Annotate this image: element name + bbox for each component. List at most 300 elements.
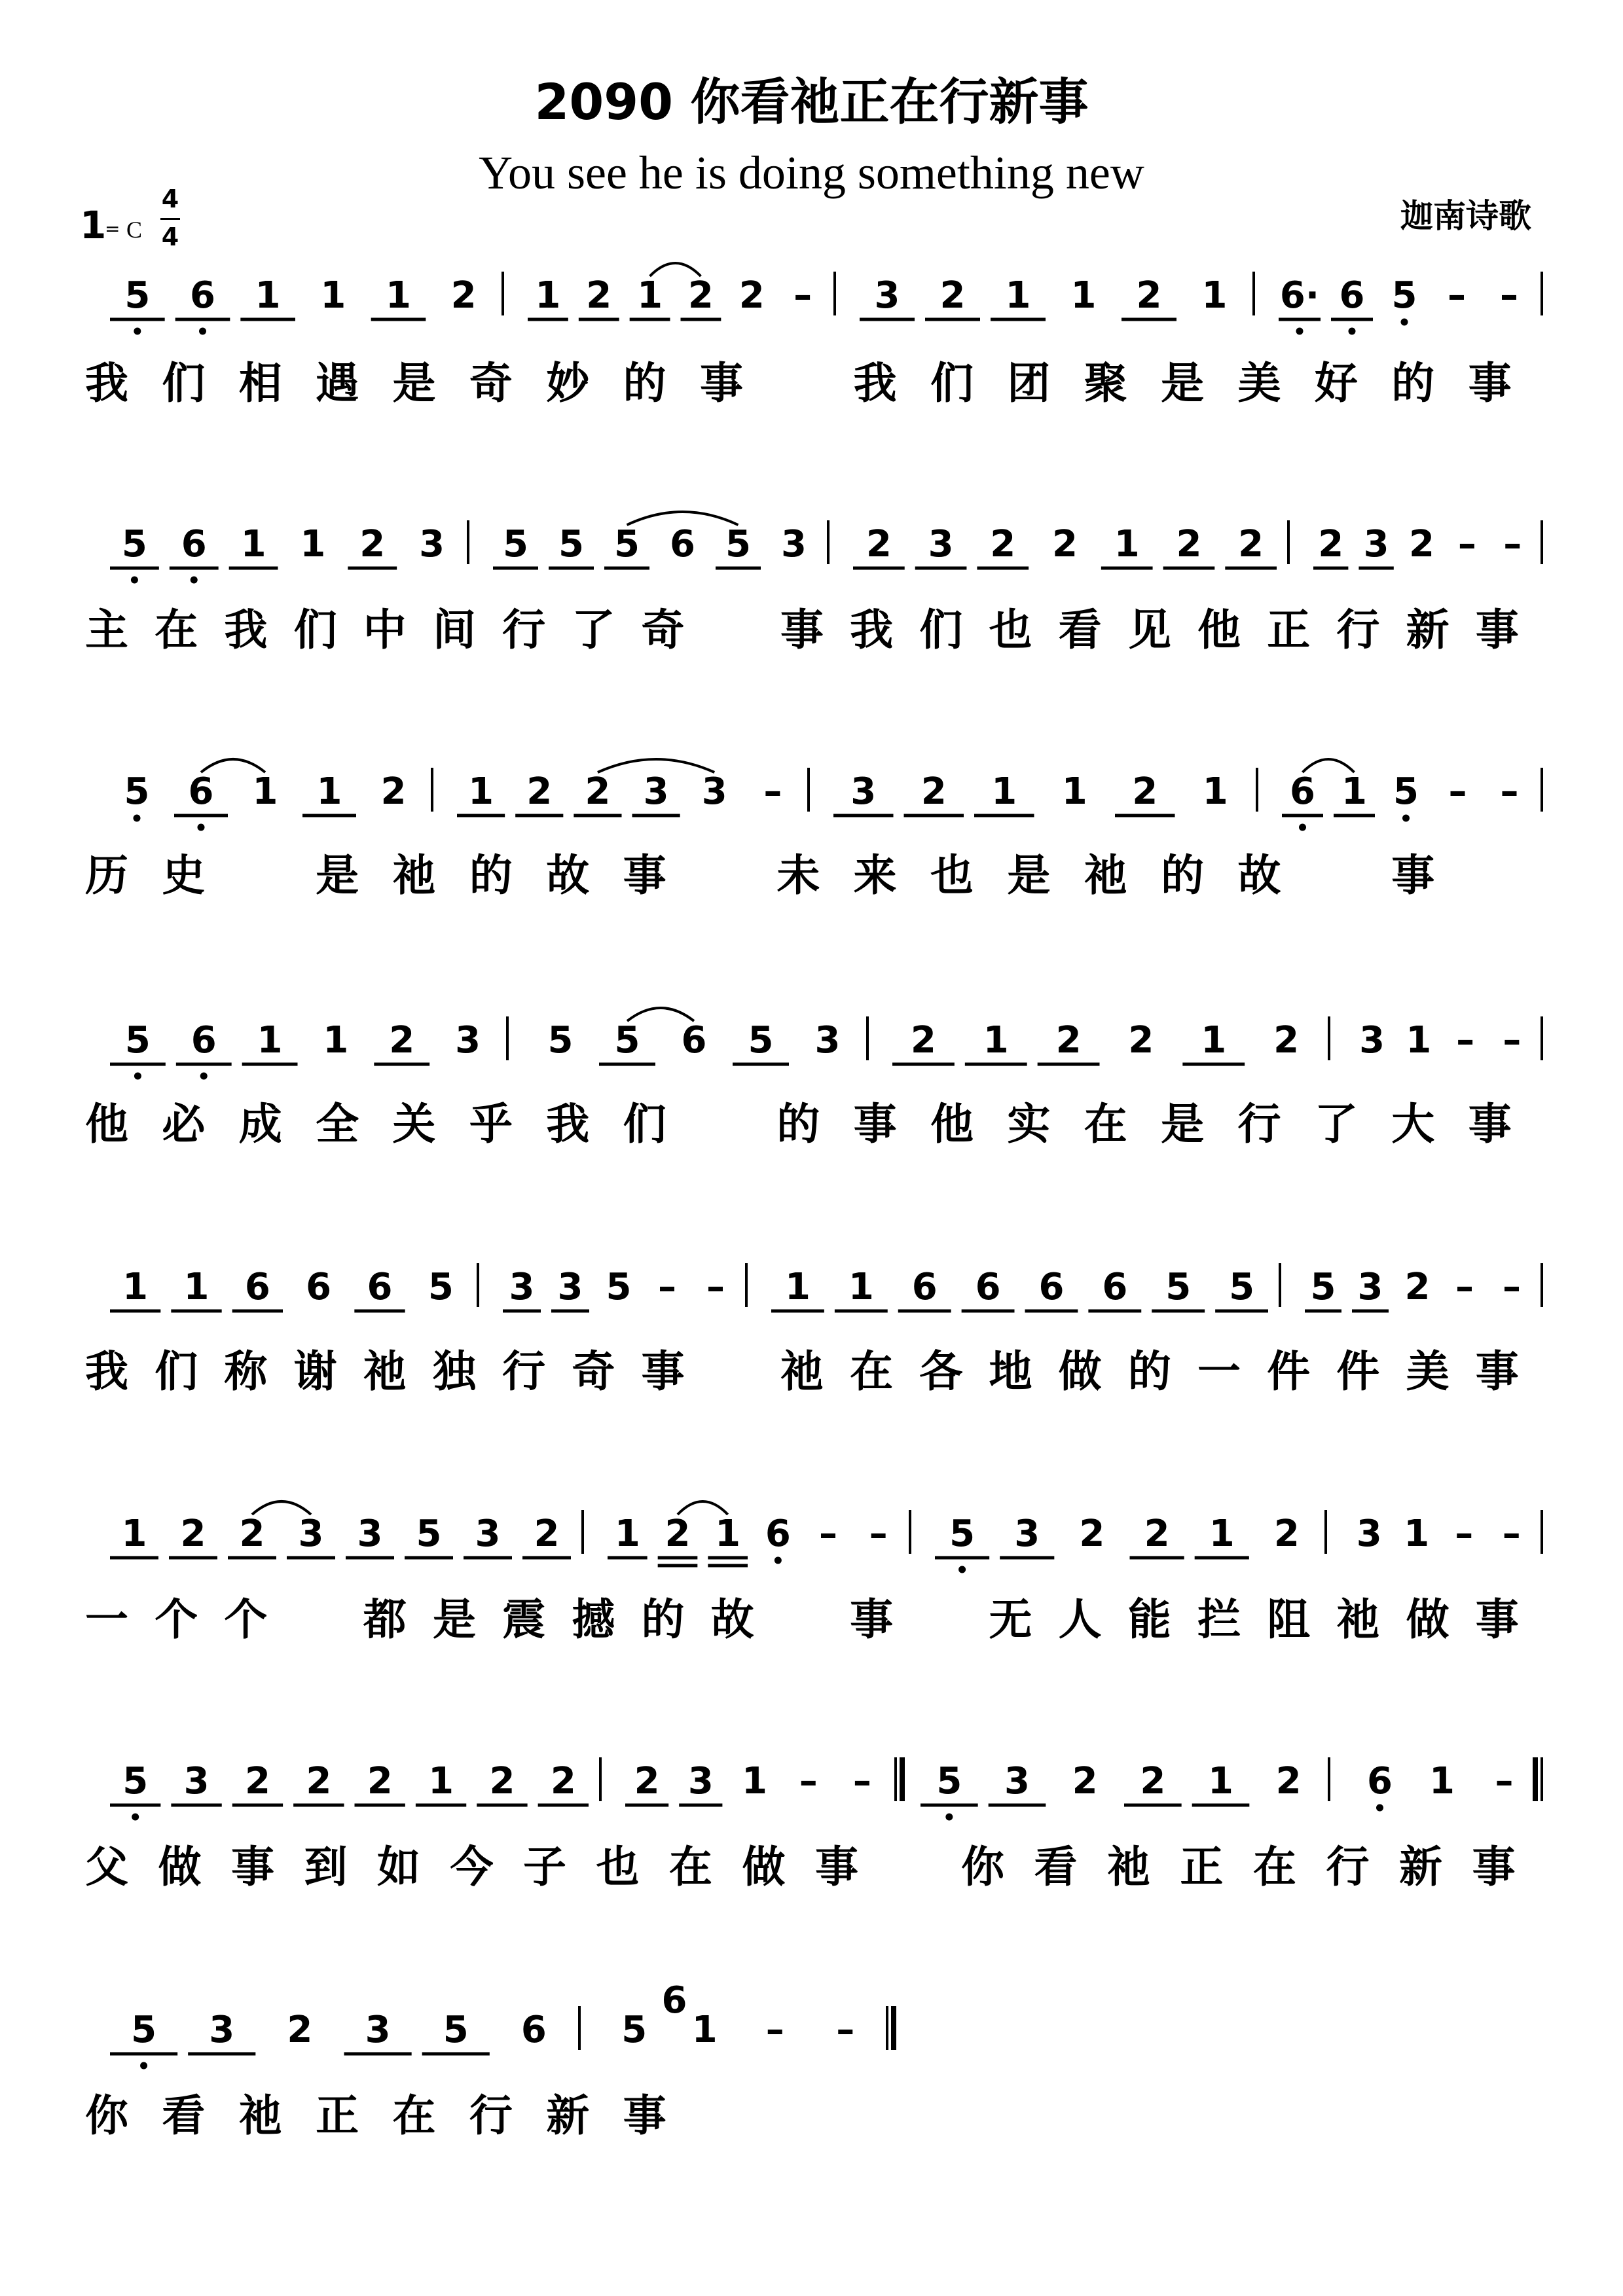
dash-symbol: – bbox=[1457, 523, 1476, 565]
octave-dot bbox=[1402, 815, 1410, 822]
lyric-char: 父 bbox=[85, 1842, 128, 1892]
note-2: 2 bbox=[687, 274, 714, 317]
note-5: 5 bbox=[428, 1266, 454, 1308]
lyric-char: 个 bbox=[155, 1594, 198, 1645]
note-1: 1 bbox=[1005, 274, 1031, 317]
lyric-char: 行 bbox=[502, 605, 546, 655]
note-1: 1 bbox=[1114, 523, 1140, 565]
note-5: 5 bbox=[121, 523, 147, 565]
lyric-char: 阻 bbox=[1267, 1594, 1311, 1645]
note-2: 2 bbox=[939, 274, 966, 317]
note-1: 1 bbox=[1404, 1513, 1430, 1555]
lyric-char: 看 bbox=[1058, 605, 1102, 655]
lyric-char: 聚 bbox=[1084, 358, 1127, 408]
note-5: 5 bbox=[558, 523, 584, 565]
note-2: 2 bbox=[739, 274, 765, 317]
lyric-char: 我 bbox=[85, 1346, 128, 1397]
note-1: 1 bbox=[255, 274, 281, 317]
note-1: 1 bbox=[1201, 274, 1228, 317]
dash-symbol: – bbox=[1500, 770, 1519, 813]
note-6: 6 bbox=[681, 1019, 707, 1062]
lyric-char: 必 bbox=[162, 1099, 206, 1149]
lyric-char: 事 bbox=[699, 358, 743, 408]
note-3: 3 bbox=[687, 1760, 714, 1803]
lyric-char: 奇 bbox=[469, 358, 513, 408]
note-5: 5 bbox=[614, 523, 640, 565]
note-2: 2 bbox=[1273, 1019, 1300, 1062]
note-1: 1 bbox=[257, 1019, 283, 1062]
lyric-char: 关 bbox=[392, 1099, 436, 1149]
note-2: 2 bbox=[1136, 274, 1162, 317]
note-6: 6 bbox=[244, 1266, 270, 1308]
note-5: 5 bbox=[1393, 770, 1419, 813]
lyric-char: 正 bbox=[1267, 605, 1311, 655]
lyric-char: 是 bbox=[1007, 850, 1051, 901]
note-3: 3 bbox=[365, 2009, 391, 2051]
lyric-char: 的 bbox=[469, 850, 513, 901]
dash-symbol: – bbox=[1455, 1266, 1474, 1308]
lyric-char: 事 bbox=[1475, 1346, 1519, 1397]
note-1: 1 bbox=[323, 1019, 349, 1062]
lyric-char: 事 bbox=[623, 2090, 666, 2141]
note-2: 2 bbox=[1144, 1513, 1170, 1555]
note-1: 1 bbox=[614, 1513, 640, 1555]
lyric-char: 做 bbox=[158, 1842, 202, 1892]
lyric-char: 是 bbox=[392, 358, 436, 408]
note-6: 6 bbox=[1038, 1266, 1065, 1308]
note-6: 6 bbox=[367, 1266, 393, 1308]
octave-dot bbox=[945, 1814, 953, 1821]
lyric-char: 我 bbox=[850, 605, 894, 655]
octave-dot bbox=[198, 824, 205, 831]
dash-symbol: – bbox=[1448, 770, 1467, 813]
lyric-char: 称 bbox=[224, 1346, 268, 1397]
lyric-char: 祂 bbox=[363, 1346, 407, 1397]
lyric-char: 史 bbox=[162, 850, 206, 901]
note-2: 2 bbox=[380, 770, 407, 813]
octave-dot bbox=[134, 1073, 141, 1080]
note-3: 3 bbox=[357, 1513, 383, 1555]
lyric-char: 事 bbox=[231, 1842, 274, 1892]
dash-symbol: – bbox=[1448, 274, 1466, 317]
note-2: 2 bbox=[1273, 1513, 1300, 1555]
lyric-char: 奇 bbox=[572, 1346, 615, 1397]
note-5: 5 bbox=[949, 1513, 976, 1555]
dash-symbol: – bbox=[819, 1513, 837, 1555]
lyric-char: 拦 bbox=[1197, 1594, 1241, 1645]
time-signature-top: 4 bbox=[161, 185, 179, 213]
note-3: 3 bbox=[928, 523, 954, 565]
note-2: 2 bbox=[665, 1513, 691, 1555]
dash-symbol: – bbox=[1455, 1513, 1474, 1555]
lyric-char: 在 bbox=[850, 1346, 894, 1397]
lyric-char: 新 bbox=[546, 2090, 590, 2141]
lyric-char: 祂 bbox=[1336, 1594, 1380, 1645]
note-1: 1 bbox=[240, 523, 266, 565]
lyric-char: 事 bbox=[1475, 1594, 1519, 1645]
note-2: 2 bbox=[990, 523, 1016, 565]
note-1: 1 bbox=[691, 2009, 718, 2051]
octave-dot bbox=[132, 1814, 139, 1821]
note-1: 1 bbox=[1070, 274, 1097, 317]
note-1: 1 bbox=[386, 274, 411, 317]
lyric-char: 在 bbox=[392, 2090, 436, 2141]
dash-symbol: – bbox=[658, 1266, 676, 1308]
note-6dot: 6· bbox=[1279, 274, 1320, 317]
lyric-char: 看 bbox=[162, 2090, 206, 2141]
note-6: 6 bbox=[1102, 1266, 1128, 1308]
note-2: 2 bbox=[1238, 523, 1264, 565]
note-1: 1 bbox=[1061, 770, 1087, 813]
lyric-char: 你 bbox=[85, 2090, 128, 2141]
note-5: 5 bbox=[606, 1266, 632, 1308]
octave-dot bbox=[199, 328, 206, 335]
note-2: 2 bbox=[359, 523, 386, 565]
dash-symbol: – bbox=[836, 2009, 855, 2051]
lyric-char: 来 bbox=[853, 850, 897, 901]
note-1: 1 bbox=[1209, 1513, 1235, 1555]
note-3: 3 bbox=[475, 1513, 501, 1555]
lyric-char: 是 bbox=[1161, 1099, 1205, 1149]
note-1: 1 bbox=[1208, 1760, 1233, 1803]
note-5: 5 bbox=[547, 1019, 574, 1062]
note-3: 3 bbox=[1357, 1266, 1383, 1308]
lyric-char: 大 bbox=[1391, 1099, 1435, 1149]
note-3: 3 bbox=[1359, 1019, 1385, 1062]
note-5: 5 bbox=[443, 2009, 469, 2051]
note-2: 2 bbox=[1132, 770, 1158, 813]
lyric-char: 他 bbox=[930, 1099, 974, 1149]
note-2: 2 bbox=[1140, 1760, 1166, 1803]
note-1: 1 bbox=[183, 1266, 210, 1308]
note-2: 2 bbox=[526, 770, 553, 813]
note-2: 2 bbox=[244, 1760, 270, 1803]
lyric-char: 的 bbox=[1127, 1346, 1171, 1397]
note-1: 1 bbox=[848, 1266, 874, 1308]
lyric-char: 在 bbox=[1253, 1842, 1296, 1892]
note-5: 5 bbox=[124, 1019, 151, 1062]
note-6: 6 bbox=[306, 1266, 332, 1308]
note-6: 6 bbox=[190, 274, 215, 317]
lyric-char: 在 bbox=[669, 1842, 712, 1892]
note-5: 5 bbox=[416, 1513, 442, 1555]
octave-dot bbox=[1401, 319, 1408, 326]
lyric-char: 的 bbox=[623, 358, 666, 408]
lyric-char: 实 bbox=[1007, 1099, 1051, 1149]
note-5: 5 bbox=[124, 770, 150, 813]
lyric-char: 祂 bbox=[392, 850, 436, 901]
lyric-char: 我 bbox=[546, 1099, 590, 1149]
note-5: 5 bbox=[725, 523, 751, 565]
note-3: 3 bbox=[814, 1019, 841, 1062]
note-2: 2 bbox=[180, 1513, 206, 1555]
note-2: 2 bbox=[1275, 1760, 1302, 1803]
lyric-char: 历 bbox=[85, 850, 128, 901]
octave-dot bbox=[134, 328, 141, 335]
dash-symbol: – bbox=[1503, 1266, 1521, 1308]
lyric-char: 了 bbox=[1314, 1099, 1358, 1149]
note-1: 1 bbox=[742, 1760, 767, 1803]
note-3: 3 bbox=[1356, 1513, 1382, 1555]
lyric-char: 奇 bbox=[641, 605, 685, 655]
lyric-char: 都 bbox=[363, 1594, 407, 1645]
lyric-char: 们 bbox=[919, 605, 963, 655]
lyric-char: 事 bbox=[641, 1346, 685, 1397]
note-3: 3 bbox=[209, 2009, 235, 2051]
note-3: 3 bbox=[455, 1019, 481, 1062]
lyric-char: 事 bbox=[1391, 850, 1435, 901]
lyric-char: 一 bbox=[1197, 1346, 1241, 1397]
lyric-char: 地 bbox=[989, 1346, 1032, 1397]
note-1: 1 bbox=[300, 523, 326, 565]
note-5: 5 bbox=[936, 1760, 962, 1803]
note-2: 2 bbox=[239, 1513, 265, 1555]
lyric-char: 人 bbox=[1058, 1594, 1102, 1645]
note-2: 2 bbox=[921, 770, 947, 813]
lyric-char: 事 bbox=[1468, 1099, 1512, 1149]
dash-symbol: – bbox=[765, 2009, 784, 2051]
lyric-char: 是 bbox=[316, 850, 359, 901]
note-3: 3 bbox=[701, 770, 727, 813]
note-5: 5 bbox=[124, 274, 151, 317]
note-2: 2 bbox=[585, 770, 611, 813]
author-credit: 迦南诗歌 bbox=[1400, 197, 1531, 235]
note-2: 2 bbox=[367, 1760, 393, 1803]
lyric-char: 行 bbox=[1336, 605, 1380, 655]
lyric-char: 的 bbox=[1161, 850, 1205, 901]
note-6: 6 bbox=[191, 1019, 217, 1062]
lyric-char: 事 bbox=[853, 1099, 897, 1149]
lyric-char: 个 bbox=[224, 1594, 268, 1645]
lyric-char: 谢 bbox=[293, 1346, 337, 1397]
lyric-char: 件 bbox=[1336, 1346, 1380, 1397]
lyric-char: 乎 bbox=[469, 1099, 513, 1149]
note-2: 2 bbox=[586, 274, 612, 317]
note-5: 5 bbox=[1229, 1266, 1255, 1308]
lyric-char: 全 bbox=[316, 1099, 359, 1149]
note-3: 3 bbox=[557, 1266, 583, 1308]
lyric-char: 成 bbox=[238, 1099, 282, 1149]
lyric-char: 故 bbox=[546, 850, 590, 901]
note-1: 1 bbox=[1429, 1760, 1455, 1803]
note-2: 2 bbox=[489, 1760, 515, 1803]
note-6: 6 bbox=[975, 1266, 1001, 1308]
note-5: 5 bbox=[614, 1019, 640, 1062]
note-5: 5 bbox=[621, 2009, 647, 2051]
lyric-char: 我 bbox=[224, 605, 268, 655]
lyric-char: 做 bbox=[742, 1842, 786, 1892]
note-2: 2 bbox=[306, 1760, 332, 1803]
octave-dot bbox=[134, 815, 141, 822]
note-3: 3 bbox=[183, 1760, 210, 1803]
note-6: 6 bbox=[765, 1513, 791, 1555]
lyric-char: 美 bbox=[1406, 1346, 1450, 1397]
lyric-char: 们 bbox=[155, 1346, 198, 1397]
lyric-char: 是 bbox=[1161, 358, 1205, 408]
lyric-char: 故 bbox=[1237, 850, 1281, 901]
lyric-char: 在 bbox=[1084, 1099, 1127, 1149]
lyric-char: 妙 bbox=[546, 358, 590, 408]
lyric-char: 故 bbox=[710, 1594, 754, 1645]
lyric-char: 间 bbox=[432, 605, 476, 655]
lyric-char: 祂 bbox=[1107, 1842, 1150, 1892]
dash-symbol: – bbox=[1456, 1019, 1475, 1062]
lyric-char: 主 bbox=[85, 605, 128, 655]
dash-symbol: – bbox=[793, 274, 812, 317]
lyric-char: 做 bbox=[1406, 1594, 1450, 1645]
lyric-char: 团 bbox=[1007, 358, 1051, 408]
note-2: 2 bbox=[1409, 523, 1434, 565]
note-2: 2 bbox=[389, 1019, 415, 1062]
lyric-char: 你 bbox=[961, 1842, 1004, 1892]
lyric-char: 们 bbox=[293, 605, 337, 655]
octave-dot bbox=[131, 577, 138, 584]
note-5: 5 bbox=[1391, 274, 1417, 317]
lyric-char: 事 bbox=[1475, 605, 1519, 655]
note-5: 5 bbox=[122, 1760, 149, 1803]
note-2: 2 bbox=[287, 2009, 313, 2051]
octave-dot bbox=[1296, 328, 1304, 335]
lyric-char: 中 bbox=[363, 605, 407, 655]
key-signature-note: C bbox=[126, 217, 143, 243]
lyric-char: 见 bbox=[1127, 605, 1171, 655]
lyric-char: 美 bbox=[1237, 358, 1281, 408]
lyric-char: 祂 bbox=[780, 1346, 824, 1397]
page-title: 2090 你看祂正在行新事 bbox=[534, 73, 1089, 131]
lyric-char: 的 bbox=[641, 1594, 685, 1645]
note-2: 2 bbox=[634, 1760, 660, 1803]
dash-symbol: – bbox=[706, 1266, 725, 1308]
page-subtitle: You see he is doing something new bbox=[479, 147, 1144, 199]
note-1: 1 bbox=[121, 1513, 147, 1555]
dash-symbol: – bbox=[1503, 1019, 1522, 1062]
lyric-char: 子 bbox=[523, 1842, 566, 1892]
lyric-char: 的 bbox=[776, 1099, 820, 1149]
note-3: 3 bbox=[1004, 1760, 1030, 1803]
lyric-char: 的 bbox=[1391, 358, 1435, 408]
lyric-char: 我 bbox=[853, 358, 897, 408]
note-1: 1 bbox=[252, 770, 278, 813]
note-1: 1 bbox=[983, 1019, 1009, 1062]
note-3: 3 bbox=[643, 770, 669, 813]
note-3: 3 bbox=[298, 1513, 324, 1555]
note-2: 2 bbox=[1052, 523, 1078, 565]
note-1: 1 bbox=[715, 1513, 741, 1555]
note-5: 5 bbox=[748, 1019, 774, 1062]
lyric-char: 看 bbox=[1034, 1842, 1078, 1892]
note-3: 3 bbox=[419, 523, 445, 565]
note-3: 3 bbox=[874, 274, 900, 317]
lyric-char: 们 bbox=[930, 358, 974, 408]
lyric-char: 了 bbox=[572, 605, 615, 655]
octave-dot bbox=[775, 1557, 782, 1564]
note-6: 6 bbox=[188, 770, 214, 813]
lyric-char: 未 bbox=[776, 850, 820, 901]
octave-dot bbox=[191, 577, 198, 584]
lyric-char: 做 bbox=[1058, 1346, 1102, 1397]
octave-dot bbox=[1349, 328, 1356, 335]
lyric-char: 我 bbox=[85, 358, 128, 408]
note-2: 2 bbox=[550, 1760, 576, 1803]
lyric-char: 相 bbox=[238, 358, 282, 408]
note-1: 1 bbox=[1406, 1019, 1432, 1062]
lyric-char: 件 bbox=[1267, 1346, 1311, 1397]
octave-dot bbox=[200, 1073, 208, 1080]
key-signature-number: 1 bbox=[80, 203, 107, 247]
note-1: 1 bbox=[122, 1266, 149, 1308]
lyric-char: 震 bbox=[502, 1594, 546, 1645]
note-1: 1 bbox=[784, 1266, 811, 1308]
lyric-char: 他 bbox=[1197, 605, 1241, 655]
lyric-char: 也 bbox=[989, 605, 1032, 655]
note-2: 2 bbox=[1404, 1266, 1431, 1308]
dash-symbol: – bbox=[799, 1760, 818, 1803]
note-3: 3 bbox=[781, 523, 807, 565]
note-5: 5 bbox=[131, 2009, 157, 2051]
dash-symbol: – bbox=[1500, 274, 1518, 317]
lyric-char: 无 bbox=[989, 1594, 1032, 1645]
lyric-char: 正 bbox=[316, 2090, 359, 2141]
lyric-char: 是 bbox=[432, 1594, 476, 1645]
lyric-char: 一 bbox=[85, 1594, 128, 1645]
lyric-char: 好 bbox=[1314, 358, 1358, 408]
dash-symbol: – bbox=[1495, 1760, 1514, 1803]
lyric-char: 也 bbox=[930, 850, 974, 901]
note-5: 5 bbox=[503, 523, 528, 565]
note-1: 1 bbox=[535, 274, 561, 317]
lyric-char: 行 bbox=[1237, 1099, 1281, 1149]
lyric-char: 他 bbox=[85, 1099, 128, 1149]
note-1: 1 bbox=[1341, 770, 1367, 813]
note-6: 6 bbox=[1339, 274, 1365, 317]
note-6: 6 bbox=[181, 523, 207, 565]
note-1: 1 bbox=[320, 274, 346, 317]
lyric-char: 们 bbox=[162, 358, 206, 408]
note-6: 6 bbox=[670, 523, 695, 565]
note-2: 2 bbox=[1079, 1513, 1105, 1555]
note-1: 1 bbox=[428, 1760, 454, 1803]
note-1: 1 bbox=[1201, 1019, 1227, 1062]
dash-symbol: – bbox=[1502, 1513, 1521, 1555]
dash-symbol: – bbox=[869, 1513, 888, 1555]
lyric-char: 到 bbox=[304, 1842, 348, 1892]
note-2: 2 bbox=[1176, 523, 1202, 565]
octave-dot bbox=[1376, 1804, 1383, 1812]
note-6: 6 bbox=[1290, 770, 1315, 813]
dash-symbol: – bbox=[1503, 523, 1522, 565]
note-3: 3 bbox=[1014, 1513, 1040, 1555]
grace-note: 6 bbox=[661, 1979, 687, 2022]
octave-dot bbox=[1299, 824, 1306, 831]
lyric-char: 事 bbox=[1468, 358, 1512, 408]
lyric-char: 事 bbox=[1472, 1842, 1516, 1892]
note-2: 2 bbox=[1318, 523, 1344, 565]
lyric-char: 在 bbox=[155, 605, 198, 655]
note-2: 2 bbox=[1055, 1019, 1082, 1062]
lyric-char: 新 bbox=[1399, 1842, 1442, 1892]
note-3: 3 bbox=[1363, 523, 1389, 565]
note-6: 6 bbox=[1367, 1760, 1393, 1803]
lyric-char: 行 bbox=[1326, 1842, 1370, 1892]
note-1: 1 bbox=[468, 770, 494, 813]
lyric-char: 们 bbox=[623, 1099, 666, 1149]
note-6: 6 bbox=[520, 2009, 547, 2051]
dash-symbol: – bbox=[763, 770, 782, 813]
note-3: 3 bbox=[850, 770, 877, 813]
lyric-char: 事 bbox=[780, 605, 824, 655]
time-signature-bottom: 4 bbox=[161, 223, 179, 251]
lyric-char: 如 bbox=[377, 1842, 420, 1892]
